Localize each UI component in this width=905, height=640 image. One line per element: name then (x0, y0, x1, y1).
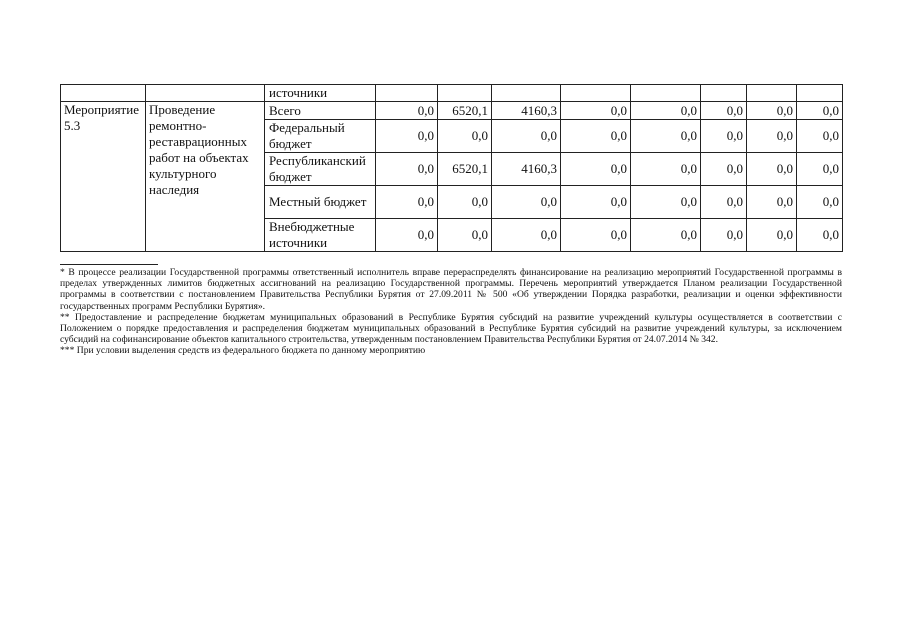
table-cell-value: 0,0 (438, 120, 492, 153)
table-cell-value: 0,0 (561, 153, 631, 186)
table-cell-value: 0,0 (561, 219, 631, 252)
table-cell-empty (701, 85, 747, 102)
table-cell-source: Местный бюджет (265, 186, 376, 219)
table-cell-value: 0,0 (438, 219, 492, 252)
table-cell-value: 0,0 (747, 102, 797, 120)
table-cell-value: 0,0 (797, 102, 843, 120)
footnote-2: ** Предоставление и распределение бюджетам муниципальных образований в Республике Бурятия субсидий на развитие учреждений культуры осуществляется в соответствии с Положением о порядке предоставления и распределения бюджетам муниципальных образований в Республике Бурятия субсидий на развитие учреждений культуры, за исключением субсидий на софинансирование объектов капитального строительства, утвержденным постановлением Правительства Республики Бурятия от 24.07.2014 № 342. (60, 311, 842, 346)
table-cell-source: Внебюджетные источники (265, 219, 376, 252)
table-cell-value: 0,0 (492, 120, 561, 153)
table-cell-source: источники (265, 85, 376, 102)
table-cell-value: 6520,1 (438, 153, 492, 186)
table-cell-value: 0,0 (701, 102, 747, 120)
table-cell-source: Федеральный бюджет (265, 120, 376, 153)
footnotes (60, 267, 842, 357)
table-cell-value: 0,0 (492, 186, 561, 219)
table-cell-value: 0,0 (797, 186, 843, 219)
table-cell-value: 0,0 (492, 219, 561, 252)
table-cell-value: 0,0 (797, 219, 843, 252)
table-cell-empty (438, 85, 492, 102)
table-cell-value: 0,0 (701, 186, 747, 219)
table-cell-value: 0,0 (376, 153, 438, 186)
table-row (61, 102, 843, 120)
table-cell-value: 0,0 (376, 186, 438, 219)
table-cell-empty (631, 85, 701, 102)
table-cell-value: 0,0 (747, 186, 797, 219)
table-cell-value: 6520,1 (438, 102, 492, 120)
table-cell-value: 0,0 (631, 219, 701, 252)
table-cell-value: 0,0 (376, 219, 438, 252)
footnote-3: *** При условии выделения средств из федерального бюджета по данному мероприятию (60, 345, 426, 357)
table-cell-value: 0,0 (797, 120, 843, 153)
table-cell-value: 0,0 (797, 153, 843, 186)
table-cell-empty (561, 85, 631, 102)
table-cell-value: 0,0 (631, 102, 701, 120)
table-cell-value: 0,0 (561, 120, 631, 153)
table-cell-value: 0,0 (561, 186, 631, 219)
table-cell-source: Всего (265, 102, 376, 120)
footnote-1: * В процессе реализации Государственной программы ответственный исполнитель вправе перераспределять финансирование на реализацию мероприятий Государственной программы в пределах утвержденных лимитов бюджетных ассигнований на реализацию Государственной программы. Перечень мероприятий утверждается Планом реализации Государственной программы в соответствии с постановлением Правительства Республики Бурятия от 27.09.2011 № 500 «Об утверждении Порядка разработки, реализации и оценки эффективности государственных программ Республики Бурятия». (60, 267, 842, 312)
table-cell-value: 0,0 (376, 102, 438, 120)
table-cell-value: 0,0 (631, 186, 701, 219)
table-cell-value: 4160,3 (492, 153, 561, 186)
footnote-separator (60, 264, 158, 265)
table-cell-empty (376, 85, 438, 102)
event-name-cell: Проведение ремонтно-реставрационных работ на объектах культурного наследия (146, 102, 265, 252)
table-cell-value: 0,0 (438, 186, 492, 219)
table-cell-empty (747, 85, 797, 102)
table-cell-value: 0,0 (376, 120, 438, 153)
table-cell-value: 0,0 (747, 153, 797, 186)
table-cell-empty (61, 85, 146, 102)
table-cell-value: 0,0 (631, 120, 701, 153)
table-cell-value: 0,0 (747, 219, 797, 252)
table-cell-value: 0,0 (701, 153, 747, 186)
table-cell-empty (797, 85, 843, 102)
table-cell-value: 4160,3 (492, 102, 561, 120)
table-cell-value: 0,0 (747, 120, 797, 153)
table-cell-value: 0,0 (631, 153, 701, 186)
table-cell-value: 0,0 (561, 102, 631, 120)
table-cell-source: Республиканский бюджет (265, 153, 376, 186)
table-cell-value: 0,0 (701, 219, 747, 252)
table-row-continuation (61, 85, 843, 102)
table-cell-empty (146, 85, 265, 102)
event-code-cell: Мероприятие 5.3 (61, 102, 146, 252)
table-cell-value: 0,0 (701, 120, 747, 153)
table-cell-empty (492, 85, 561, 102)
budget-table (60, 84, 843, 252)
